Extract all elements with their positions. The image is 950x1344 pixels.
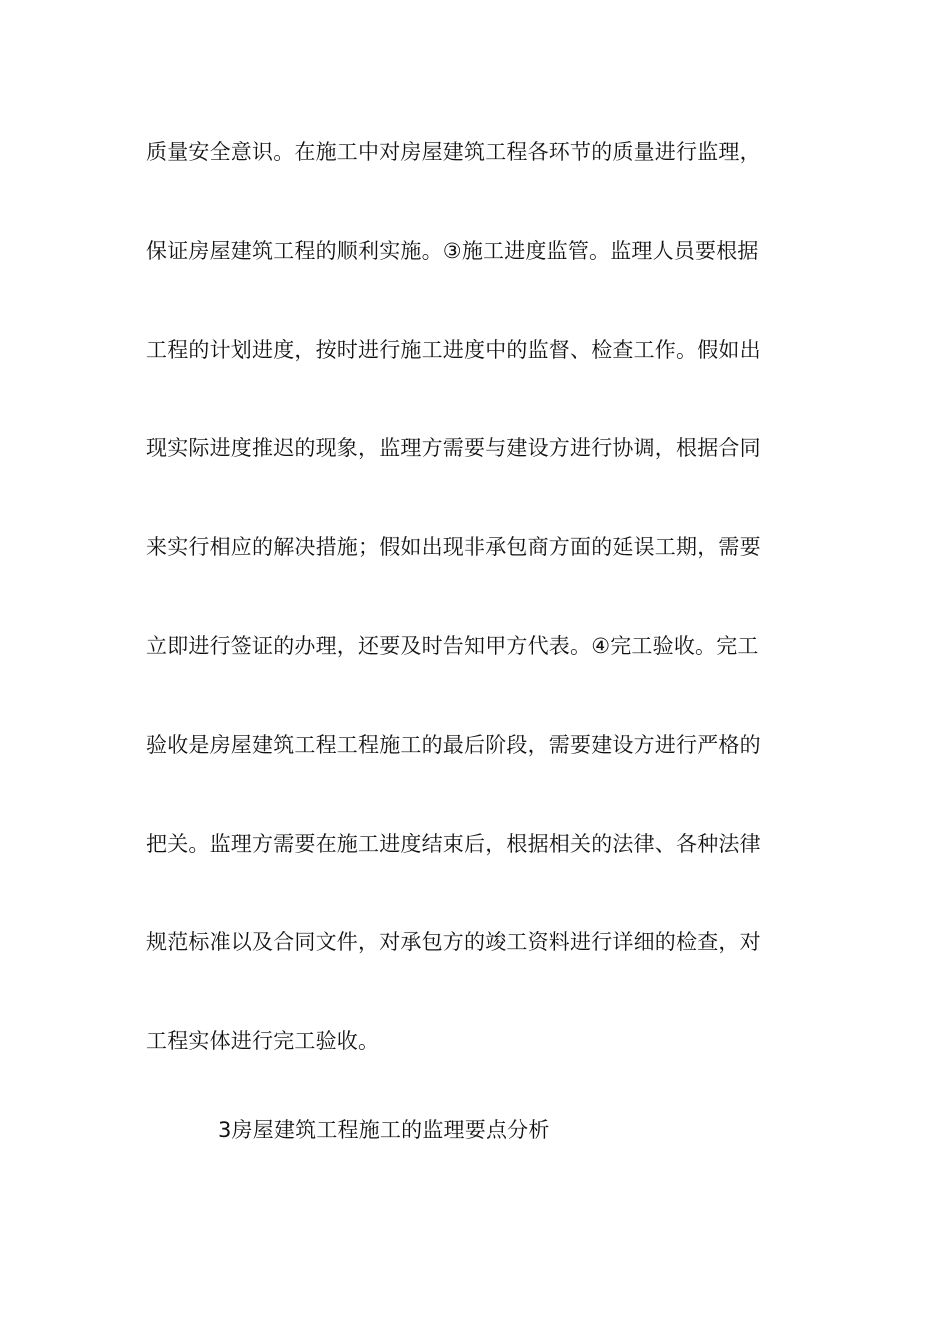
paragraph-line: 现实际进度推迟的现象，监理方需要与建设方进行协调，根据合同: [146, 436, 761, 461]
body-paragraph: [146, 128, 826, 1116]
paragraph-line: 工程实体进行完工验收。: [146, 1029, 380, 1054]
paragraph-line: 立即进行签证的办理，还要及时告知甲方代表。④完工验收。完工: [146, 633, 759, 658]
paragraph-line: 工程的计划进度，按时进行施工进度中的监督、检查工作。假如出: [146, 337, 761, 362]
paragraph-line: 保证房屋建筑工程的顺利实施。③施工进度监管。监理人员要根据: [146, 238, 759, 263]
paragraph-line: 来实行相应的解决措施；假如出现非承包商方面的延误工期，需要: [146, 535, 761, 560]
paragraph-line: 验收是房屋建筑工程工程施工的最后阶段，需要建设方进行严格的: [146, 732, 761, 757]
section-heading: 3房屋建筑工程施工的监理要点分析: [218, 1118, 550, 1142]
paragraph-line: 把关。监理方需要在施工进度结束后，根据相关的法律、各种法律: [146, 831, 761, 856]
paragraph-line: 规范标准以及合同文件，对承包方的竣工资料进行详细的检查，对: [146, 930, 761, 955]
paragraph-line: 质量安全意识。在施工中对房屋建筑工程各环节的质量进行监理，: [146, 140, 761, 164]
